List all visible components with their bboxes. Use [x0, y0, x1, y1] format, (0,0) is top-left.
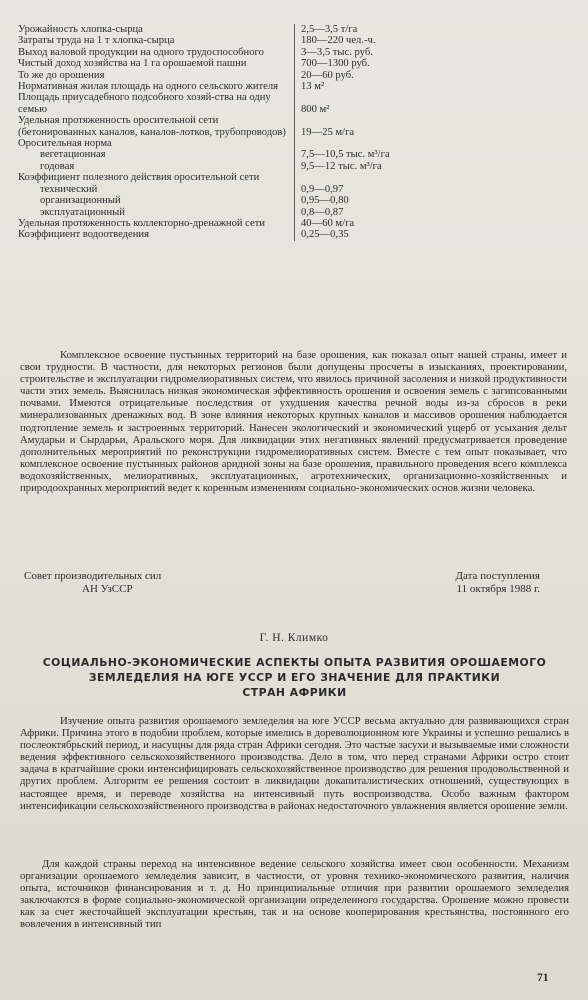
- parameter-label: технический: [40, 183, 98, 195]
- parameter-label: Урожайность хлопка-сырца: [18, 24, 143, 35]
- parameter-label: вегетационная: [40, 149, 106, 161]
- page-number: 71: [537, 972, 549, 984]
- parameter-value: 0,9—0,97: [295, 184, 573, 195]
- parameter-value: 20—60 руб.: [295, 70, 573, 81]
- paragraph-intro: Изучение опыта развития орошаемого земледелия на юге УССР весьма актуально для развивающихся стран Африки. Причина этого в подобии проблем, которые имелись в дореволюционном юге Украины и успешно решались в послеоктябрьский период, и насущны для ряда стран Африки сегодня. Это частые засухи и вызываемые ими сложности ведения эффективного сельскохозяйственного производства. Дело в том, что перед странами Африки остро стоит задача в кратчайшие сроки интенсифицировать сельскохозяйственное производство для решения продовольственной и других проблем. Алгоритм ее решения состоит в ликвидации докапиталистических отношений, существующих в настоящее время, и переводе хозяйства на интенсивный путь воспроизводства. Особо важным фактором интенсификации сельскохозяйственного производства в районах недостаточного увлажнения является орошение земли.: [20, 715, 569, 812]
- received-date: [380, 570, 540, 595]
- parameter-row: [18, 92, 572, 115]
- parameter-value: 800 м²: [295, 92, 573, 115]
- parameter-value: 9,5—12 тыс. м³/га: [295, 161, 573, 172]
- parameter-value: 0,25—0,35: [295, 229, 573, 240]
- paragraph-body: Для каждой страны переход на интенсивное ведение сельского хозяйства имеет свои особенности. Механизм организации орошаемого земледелия зависит, в частности, от уровня технико-экономического развития, наличия опыта, источников финансирования и т. д. Но принципиальные отличия при развитии орошаемого земледелия заключаются в форме социально-экономической организации определенного государства. Орошение можно провести как за счет жесточайшей эксплуатации крестьян, так и на основе кооперирования крестьянства, постоянного его вовлечения в интенсивный тип: [20, 858, 569, 931]
- parameter-value: 180—220 чел.-ч.: [295, 35, 573, 46]
- parameter-row: [18, 138, 572, 149]
- parameter-row: [18, 81, 572, 92]
- article-title-line-3: СТРАН АФРИКИ: [242, 686, 347, 699]
- parameter-label: Чистый доход хозяйства на 1 га орошаемой пашни: [18, 58, 247, 70]
- parameter-label: эксплуатационный: [40, 206, 125, 218]
- parameter-row: [18, 161, 572, 172]
- parameter-row: [18, 115, 572, 138]
- parameter-row: [18, 184, 572, 195]
- parameter-value: [295, 138, 573, 149]
- parameters-table: [18, 24, 572, 241]
- parameter-value: 2,5—3,5 т/га: [295, 24, 573, 35]
- article-author: Г. Н. Климко: [259, 632, 329, 644]
- parameter-row: [18, 149, 572, 160]
- parameter-value: 3—3,5 тыс. руб.: [295, 47, 573, 58]
- parameter-label: То же до орошения: [18, 69, 105, 81]
- parameter-value: 40—60 м/га: [295, 218, 573, 229]
- parameter-label: Оросительная норма: [18, 138, 112, 150]
- parameter-label: Затраты труда на 1 т хлопка-сырца: [18, 35, 175, 47]
- parameters-table-body: [18, 24, 572, 241]
- parameter-row: [18, 58, 572, 69]
- received-date-label: Дата поступления: [455, 570, 540, 582]
- parameter-row: [18, 172, 572, 183]
- parameter-value: 0,8—0,87: [295, 207, 573, 218]
- parameter-row: [18, 218, 572, 229]
- parameter-value: [295, 172, 573, 183]
- parameter-value: 700—1300 руб.: [295, 58, 573, 69]
- parameter-value: 19—25 м/га: [295, 115, 573, 138]
- parameter-row: [18, 195, 572, 206]
- parameter-label: Коэффициент полезного действия оросительной сети: [18, 172, 260, 184]
- article-title-line-2: ЗЕМЛЕДЕЛИЯ НА ЮГЕ УССР И ЕГО ЗНАЧЕНИЕ ДЛЯ ПРАКТИКИ: [88, 671, 501, 684]
- parameter-row: [18, 207, 572, 218]
- affiliation-line-2: АН УзССР: [82, 582, 133, 595]
- parameter-row: [18, 70, 572, 81]
- parameter-value: 13 м²: [295, 81, 573, 92]
- parameter-value: 7,5—10,5 тыс. м³/га: [295, 149, 573, 160]
- parameter-label: Нормативная жилая площадь на одного сельского жителя: [18, 81, 278, 93]
- parameter-label: Удельная протяженность коллекторно-дренажной сети: [18, 217, 266, 229]
- parameter-label: годовая: [40, 160, 75, 172]
- parameter-label: Удельная протяженность оросительной сети (бетонированных каналов, каналов-лотков, трубопроводов): [18, 115, 286, 138]
- parameter-label: организационный: [40, 195, 121, 207]
- parameter-row: [18, 47, 572, 58]
- parameter-value: 0,95—0,80: [295, 195, 573, 206]
- paragraph-conclusion: Комплексное освоение пустынных территорий на базе орошения, как показал опыт нашей страны, имеет и свои трудности. В частности, для некоторых регионов были допущены просчеты в изысканиях, проектировании, строительстве и эксплуатации гидромелиоративных систем, что явилось причиной засоления и низкой продуктивности части этих земель. Выяснилась низкая экономическая эффективность орошения и освоения земель с загипсованными почвами. Имеются отрицательные последствия от ухудшения качества речной воды из-за сбросов в реки минерализованных дренажных вод. В зоне влияния некоторых крупных каналов и массивов орошения наблюдается подтопление земель и застроенных территорий. Нанесен экологический и экономический ущерб от усыхания дельт Амударьи и Сырдарьи, Аральского моря. Для ликвидации этих негативных явлений предусматривается проведение дополнительных мероприятий по реконструкции гидромелиоративных систем. Вместе с тем опыт показывает, что комплексное освоение пустынных районов аридной зоны на базе орошения, правильного проведения всего комплекса водохозяйственных, мелиоративных, эксплуатационных, агротехнических, организационно-хозяйственных и природоохранных мероприятий ведет к коренным изменениям социально-экономических основ жизни человека.: [20, 349, 567, 495]
- article-title-line-1: СОЦИАЛЬНО-ЭКОНОМИЧЕСКИЕ АСПЕКТЫ ОПЫТА РАЗВИТИЯ ОРОШАЕМОГО: [42, 656, 547, 669]
- article-title: [20, 655, 569, 700]
- affiliation: [24, 570, 224, 595]
- parameter-row: [18, 229, 572, 240]
- parameter-label: Выход валовой продукции на одного трудоспособного: [18, 46, 264, 58]
- parameter-row: [18, 35, 572, 46]
- affiliation-line-1: Совет производительных сил: [24, 570, 162, 582]
- received-date-value: 11 октября 1988 г.: [456, 582, 540, 595]
- parameter-row: [18, 24, 572, 35]
- parameter-label: Площадь приусадебного подсобного хозяй-ства на одну семью: [18, 92, 271, 115]
- parameter-label: Коэффициент водоотведения: [18, 229, 149, 241]
